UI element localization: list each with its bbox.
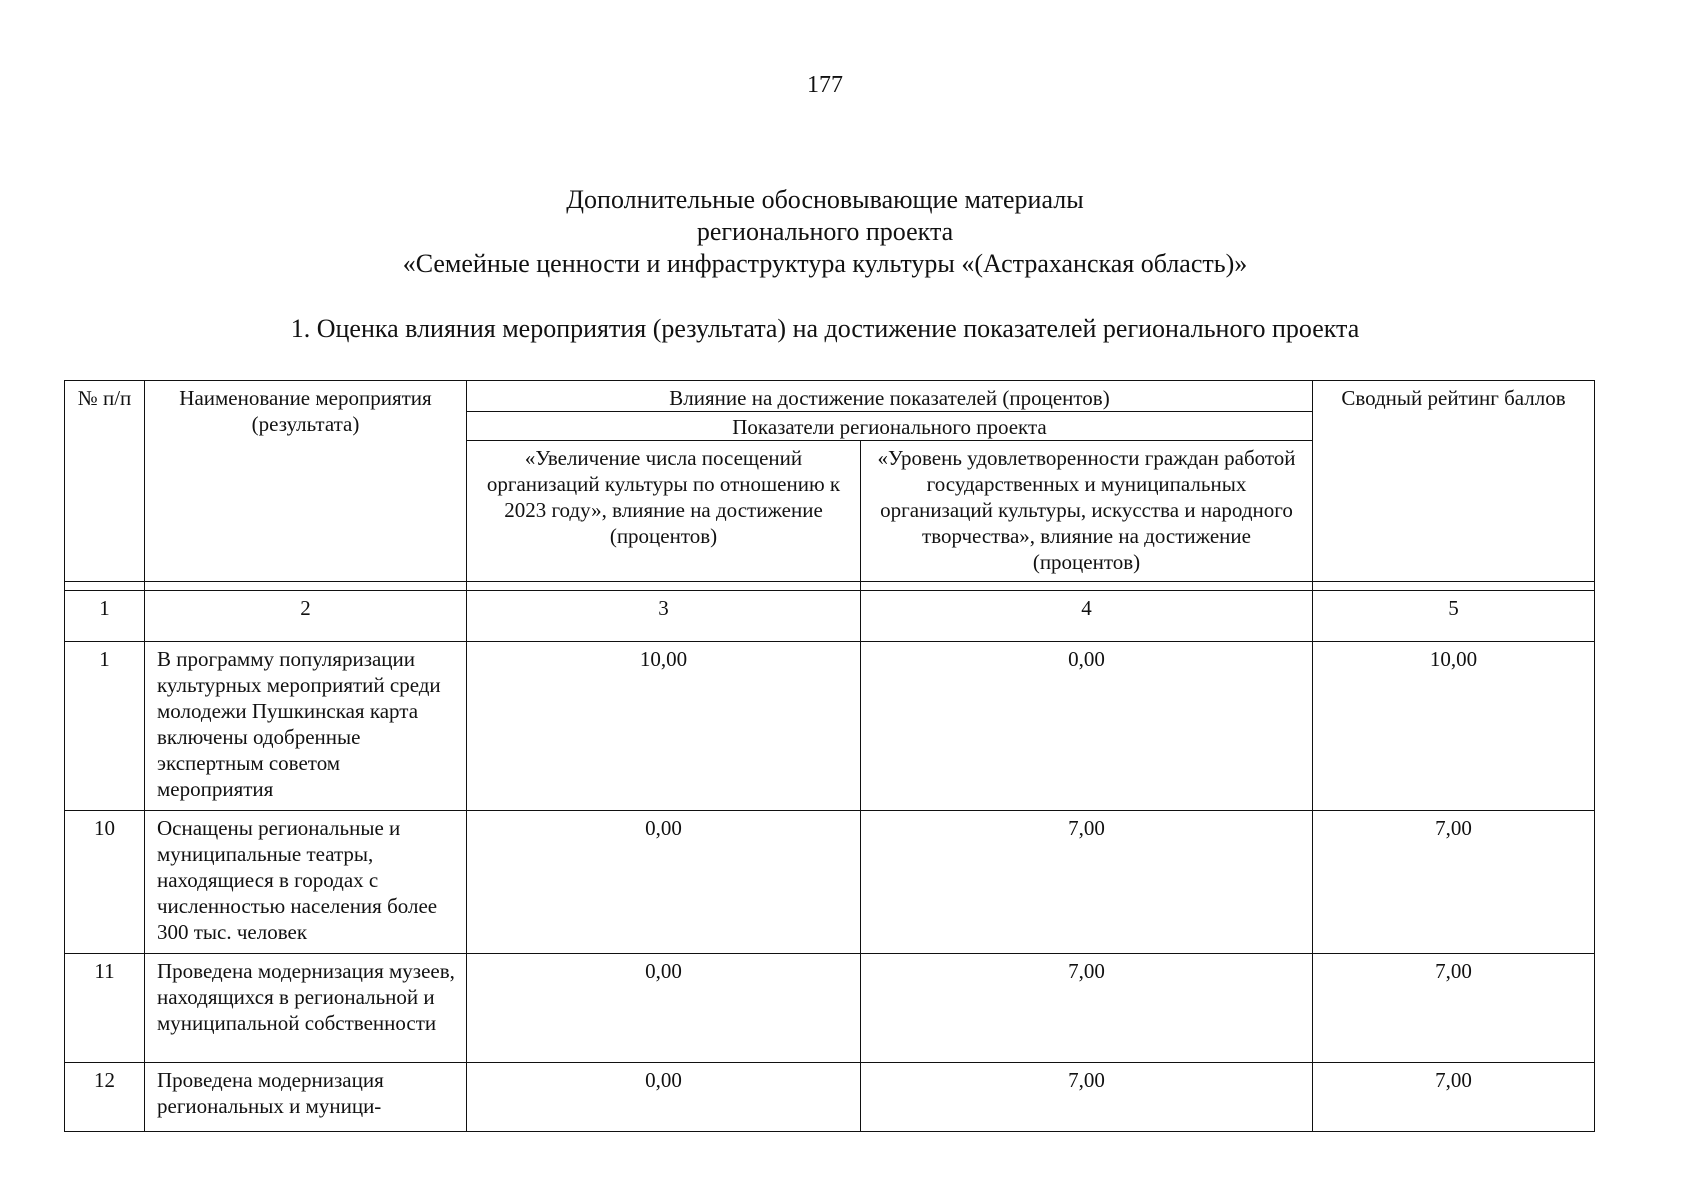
row-name: В программу популяризации культурных мероприятий среди молодежи Пушкинская карта включены одобренные экспертным советом мероприятия xyxy=(145,642,467,811)
table-row xyxy=(65,954,1595,1063)
row-indicator-2: 7,00 xyxy=(861,811,1313,954)
row-indicator-2: 0,00 xyxy=(861,642,1313,811)
header-indicator-2: «Уровень удовлетворенности граждан работой государственных и муниципальных организаций культуры, искусства и народного творчества», влияние на достижение (процентов) xyxy=(861,441,1313,582)
row-rating: 10,00 xyxy=(1313,642,1595,811)
column-number: 1 xyxy=(65,591,145,642)
column-number: 3 xyxy=(467,591,861,642)
header-rating: Сводный рейтинг баллов xyxy=(1313,381,1595,582)
row-number: 10 xyxy=(65,811,145,954)
page-number: 177 xyxy=(807,72,843,98)
header-influence: Влияние на достижение показателей (процентов) xyxy=(467,381,1313,412)
row-rating: 7,00 xyxy=(1313,1063,1595,1132)
header-indicator-1: «Увеличение числа посещений организаций культуры по отношению к 2023 году», влияние на достижение (процентов) xyxy=(467,441,861,582)
row-name: Проведена модернизация региональных и муници- xyxy=(145,1063,467,1132)
column-number: 5 xyxy=(1313,591,1595,642)
column-number: 4 xyxy=(861,591,1313,642)
row-rating: 7,00 xyxy=(1313,954,1595,1063)
row-indicator-1: 0,00 xyxy=(467,1063,861,1132)
title-line: Дополнительные обосновывающие материалы xyxy=(566,185,1084,214)
row-indicator-1: 0,00 xyxy=(467,954,861,1063)
header-num: № п/п xyxy=(65,381,145,582)
assessment-table xyxy=(64,380,1595,1132)
header-divider xyxy=(65,582,1595,591)
section-title: 1. Оценка влияния мероприятия (результата) на достижение показателей регионального проекта xyxy=(290,314,1360,343)
row-name: Оснащены региональные и муниципальные театры, находящиеся в городах с численностью населения более 300 тыс. человек xyxy=(145,811,467,954)
row-name: Проведена модернизация музеев, находящихся в региональной и муниципальной собственности xyxy=(145,954,467,1063)
row-indicator-1: 10,00 xyxy=(467,642,861,811)
table-row xyxy=(65,642,1595,811)
column-number-row xyxy=(65,591,1595,642)
header-name: Наименование мероприятия (результата) xyxy=(145,381,467,582)
title-line: «Семейные ценности и инфраструктура культуры «(Астраханская область)» xyxy=(402,249,1248,278)
column-number: 2 xyxy=(145,591,467,642)
title-line: регионального проекта xyxy=(696,217,954,246)
header-row xyxy=(65,381,1595,412)
header-indicators: Показатели регионального проекта xyxy=(467,412,1313,441)
row-number: 12 xyxy=(65,1063,145,1132)
row-number: 1 xyxy=(65,642,145,811)
row-indicator-1: 0,00 xyxy=(467,811,861,954)
table-row xyxy=(65,1063,1595,1132)
row-indicator-2: 7,00 xyxy=(861,954,1313,1063)
table-row xyxy=(65,811,1595,954)
row-indicator-2: 7,00 xyxy=(861,1063,1313,1132)
row-number: 11 xyxy=(65,954,145,1063)
row-rating: 7,00 xyxy=(1313,811,1595,954)
document-title xyxy=(0,184,1650,280)
